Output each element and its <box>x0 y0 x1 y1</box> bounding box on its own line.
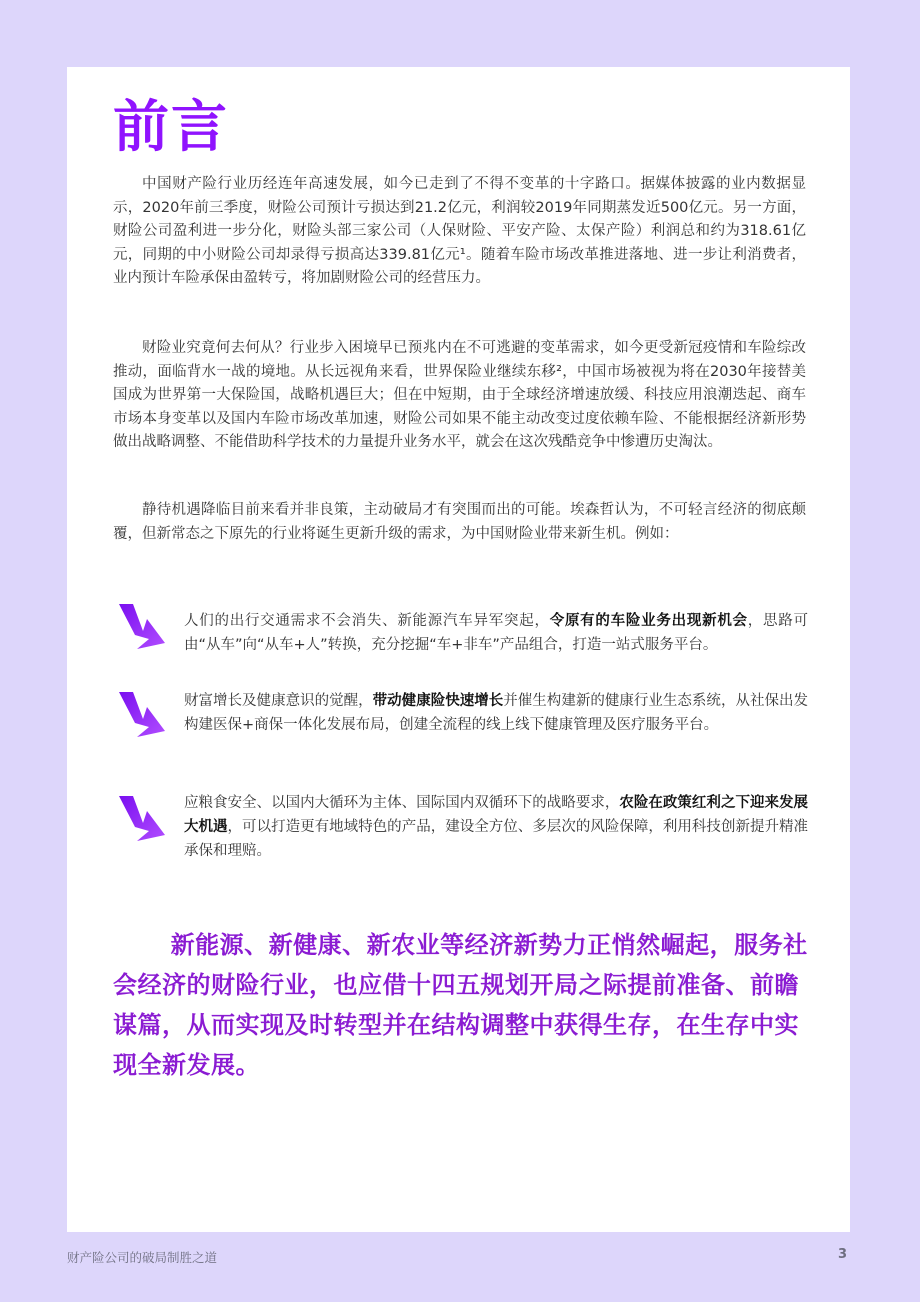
bullet-highlight: 带动健康险快速增长 <box>372 693 504 709</box>
bullet-highlight: 令原有的车险业务出现新机会 <box>549 613 748 629</box>
intro-paragraph-2: 财险业究竟何去何从？行业步入困境早已预兆内在不可逃避的变革需求，如今更受新冠疫情和车险综改推动，面临背水一战的境地。从长远视角来看，世界保险业继续东移²，中国市场被视为将在2030年接替美国成为世界第一大保险国，战略机遇巨大；但在中短期，由于全球经济增速放缓、科技应用浪潮迭起、商车市场本身变革以及国内车险市场改革加速，财险公司如果不能主动改变过度依赖车险、不能根据经济新形势做出战略调整、不能借助科学技术的力量提升业务水平，就会在这次残酷竞争中惨遭历史淘汰。 <box>113 340 806 451</box>
down-right-arrow-icon <box>113 599 169 655</box>
down-right-arrow-icon <box>113 791 169 847</box>
footer-page-number: 3 <box>838 1247 848 1262</box>
bullet-text: 人们的出行交通需求不会消失、新能源汽车异军突起，令原有的车险业务出现新机会，思路可由“从车”向“从车+人”转换，充分挖掘“车+非车”产品组合，打造一站式服务平台。 <box>184 613 809 653</box>
page-sheet <box>67 67 850 1232</box>
intro-paragraph-3: 静待机遇降临目前来看并非良策，主动破局才有突围而出的可能。埃森哲认为，不可轻言经济的彻底颠覆，但新常态之下原先的行业将诞生更新升级的需求，为中国财险业带来新生机。例如： <box>113 502 806 542</box>
bullet-highlight: 农险在政策红利之下迎来发展大机遇 <box>184 795 809 835</box>
down-right-arrow-icon <box>113 687 169 743</box>
page-title: 前言 <box>113 95 229 160</box>
summary-callout: 新能源、新健康、新农业等经济新势力正悄然崛起，服务社会经济的财险行业，也应借十四五规划开局之际提前准备、前瞻谋篇，从而实现及时转型并在结构调整中获得生存，在生存中实现全新发展。 <box>113 931 808 1079</box>
bullet-text: 应粮食安全、以国内大循环为主体、国际国内双循环下的战略要求，农险在政策红利之下迎来发展大机遇，可以打造更有地域特色的产品，建设全方位、多层次的风险保障，利用科技创新提升精准承保和理赔。 <box>184 795 809 859</box>
footer-doc-title: 财产险公司的破局制胜之道 <box>67 1250 218 1265</box>
bullet-text: 财富增长及健康意识的觉醒，带动健康险快速增长并催生构建新的健康行业生态系统，从社保出发构建医保+商保一体化发展布局，创建全流程的线上线下健康管理及医疗服务平台。 <box>184 693 809 733</box>
intro-paragraph-1: 中国财产险行业历经连年高速发展，如今已走到了不得不变革的十字路口。据媒体披露的业内数据显示，2020年前三季度，财险公司预计亏损达到21.2亿元，利润较2019年同期蒸发近500亿元。另一方面，财险公司盈利进一步分化，财险头部三家公司（人保财险、平安产险、太保产险）利润总和约为318.61亿元，同期的中小财险公司却录得亏损高达339.81亿元¹。随着车险市场改革推进落地、进一步让利消费者，业内预计车险承保由盈转亏，将加剧财险公司的经营压力。 <box>113 176 806 287</box>
